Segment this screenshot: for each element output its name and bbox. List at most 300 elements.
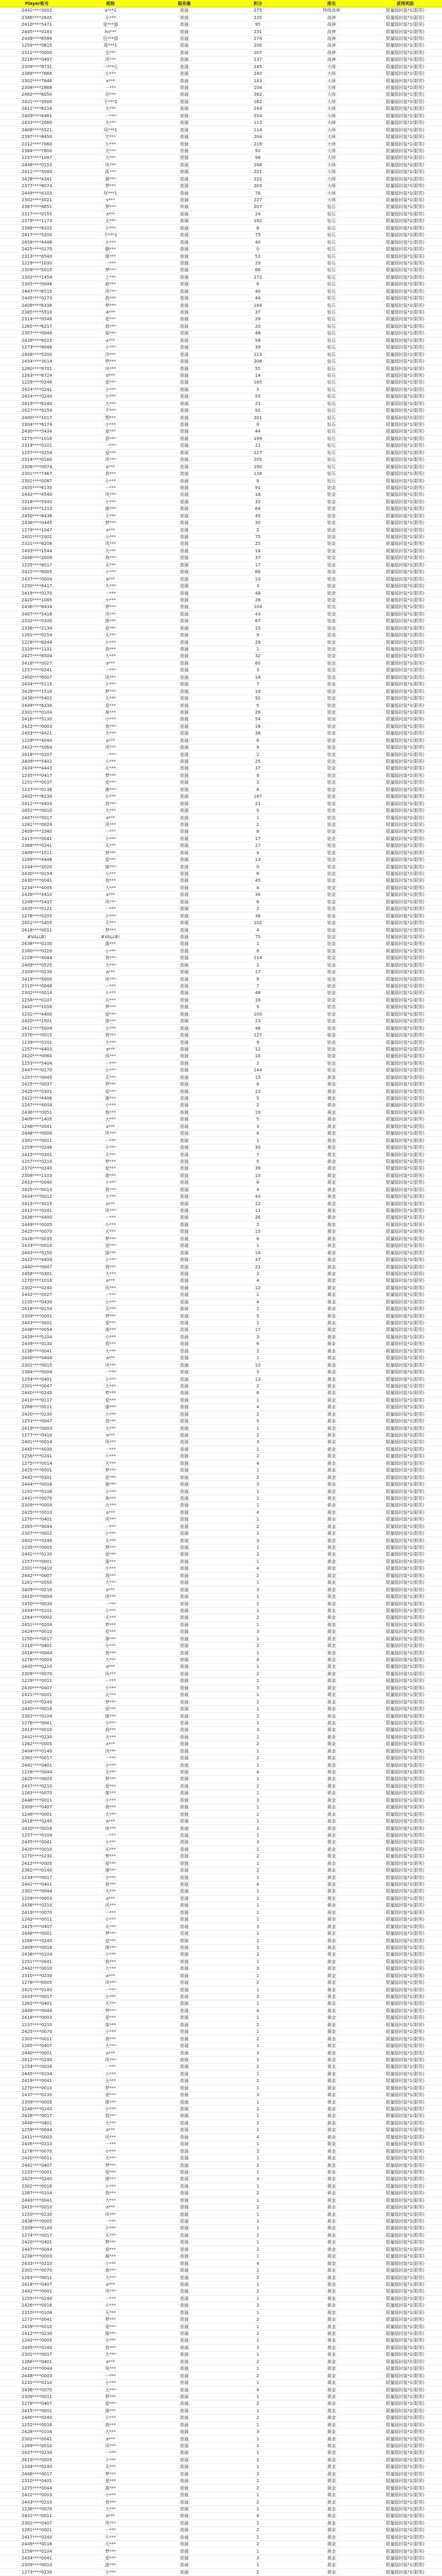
- cell-points: 8: [221, 947, 295, 954]
- cell-reward: 限量版时装*1(限男): [368, 1664, 442, 1670]
- cell-rank: 黄金: [295, 1207, 368, 1214]
- cell-reward: 限量版时装*1(限男): [368, 856, 442, 863]
- cell-nickname: 无***: [74, 147, 147, 154]
- cell-reward: 限量版时装*1(限男): [368, 274, 442, 280]
- cell-nickname: 我***: [74, 955, 147, 962]
- cell-points: 44: [221, 428, 295, 435]
- cell-nickname: 大***: [74, 2274, 147, 2281]
- cell-rank: 钻石: [295, 470, 368, 477]
- table-row: [0, 2309, 442, 2316]
- cell-rank: 钻石: [295, 400, 368, 407]
- cell-nickname: 我***: [74, 1186, 147, 1193]
- cell-server: 普通: [147, 1867, 221, 1873]
- table-row: [0, 2134, 442, 2140]
- cell-account: 2442****0010: [0, 1965, 74, 1972]
- cell-points: 3: [221, 2091, 295, 2098]
- cell-server: 普通: [147, 1699, 221, 1705]
- cell-account: 2301****0015: [0, 1362, 74, 1368]
- cell-rank: 钻石: [295, 386, 368, 393]
- table-row: [0, 912, 442, 919]
- cell-reward: 限量版时装*1(限男): [368, 709, 442, 715]
- cell-points: 23: [221, 1088, 295, 1095]
- cell-points: 2: [221, 2232, 295, 2239]
- cell-nickname: 小***: [74, 1762, 147, 1768]
- cell-points: 37: [221, 309, 295, 315]
- cell-points: 1: [221, 814, 295, 821]
- cell-nickname: 我***: [74, 877, 147, 884]
- cell-rank: 钻石: [295, 232, 368, 239]
- cell-account: 2434****5115: [0, 681, 74, 688]
- cell-points: 19: [221, 1109, 295, 1116]
- cell-reward: 限量版时装*1(限男): [368, 288, 442, 295]
- cell-server: 普通: [147, 1839, 221, 1846]
- cell-nickname: 爱***: [74, 2015, 147, 2021]
- table-row: [0, 807, 442, 814]
- cell-account: 2385****5510: [0, 309, 74, 315]
- cell-points: 3: [221, 1123, 295, 1130]
- cell-nickname: a***: [74, 2513, 147, 2520]
- cell-server: 普通: [147, 1944, 221, 1951]
- cell-reward: 限量版时装*1(限男): [368, 1397, 442, 1403]
- cell-reward: 限量版时装*1(限男): [368, 582, 442, 589]
- cell-points: 26: [221, 596, 295, 603]
- table-row: [0, 2190, 442, 2197]
- cell-rank: 黄金: [295, 2442, 368, 2449]
- cell-account: 2413****3015: [0, 1200, 74, 1207]
- cell-rank: 铂金: [295, 498, 368, 505]
- table-row: [0, 2119, 442, 2126]
- cell-rank: 黄金: [295, 2035, 368, 2042]
- cell-reward: 限量版时装*1(限男): [368, 2134, 442, 2140]
- table-row: [0, 1327, 442, 1333]
- cell-nickname: 风***: [74, 2442, 147, 2449]
- cell-reward: 限量版时装*1(限男): [368, 302, 442, 309]
- cell-reward: 限量版时装*1(限男): [368, 204, 442, 210]
- table-row: [0, 2379, 442, 2386]
- table-row: [0, 112, 442, 119]
- table-row: [0, 120, 442, 126]
- cell-rank: 铂金: [295, 968, 368, 975]
- cell-rank: 钻石: [295, 407, 368, 414]
- cell-points: 1: [221, 1319, 295, 1326]
- cell-rank: 黄金: [295, 2091, 368, 2098]
- cell-nickname: a***: [74, 2050, 147, 2056]
- cell-account: 2301****7467: [0, 470, 74, 477]
- cell-server: 普通: [147, 512, 221, 519]
- cell-nickname: 大***: [74, 2197, 147, 2204]
- cell-points: 2: [221, 1102, 295, 1109]
- table-row: [0, 1474, 442, 1481]
- cell-account: 2449****0130: [0, 1341, 74, 1348]
- cell-rank: 黄金: [295, 1270, 368, 1277]
- cell-nickname: 天***: [74, 1846, 147, 1853]
- cell-nickname: 梦***: [74, 519, 147, 526]
- cell-nickname: a***: [74, 1509, 147, 1516]
- cell-server: 普通: [147, 547, 221, 554]
- cell-reward: 限量版时装*1(限男): [368, 141, 442, 147]
- cell-nickname: d***: [74, 372, 147, 379]
- table-row: [0, 1965, 442, 1972]
- cell-account: 2441****0401: [0, 1762, 74, 1768]
- cell-server: 普通: [147, 590, 221, 596]
- cell-server: 普通: [147, 1811, 221, 1818]
- cell-reward: 限量版时装*1(限男): [368, 2464, 442, 2470]
- table-row: [0, 1930, 442, 1937]
- cell-account: 2411****6216: [0, 106, 74, 112]
- cell-account: 2301****0044: [0, 1888, 74, 1895]
- cell-points: 240: [221, 70, 295, 77]
- cell-reward: 限量版时装*1(限男): [368, 919, 442, 926]
- cell-reward: 限量版时装*1(限男): [368, 316, 442, 323]
- cell-rank: 黄金: [295, 2295, 368, 2302]
- table-row: [0, 2035, 442, 2042]
- table-row: [0, 1972, 442, 1979]
- table-row: [0, 1165, 442, 1172]
- cell-points: 2: [221, 2540, 295, 2547]
- cell-account: 2312****7060: [0, 141, 74, 147]
- cell-points: 3: [221, 1270, 295, 1277]
- cell-rank: 黄金: [295, 1727, 368, 1733]
- cell-nickname: 小***: [74, 2491, 147, 2498]
- cell-rank: 黄金: [295, 2070, 368, 2077]
- cell-account: 2403****1544: [0, 547, 74, 554]
- cell-account: 2428****0017: [0, 2113, 74, 2119]
- table-row: [0, 84, 442, 91]
- cell-rank: 黄金: [295, 1305, 368, 1312]
- cell-rank: 黄金: [295, 1088, 368, 1095]
- cell-account: 1229****0246: [0, 379, 74, 386]
- cell-account: 2446****0017: [0, 2470, 74, 2477]
- cell-reward: 限量版时装*1(限男): [368, 1783, 442, 1789]
- cell-nickname: 梦***: [74, 1467, 147, 1474]
- cell-reward: 限量版时装*1(限男): [368, 772, 442, 779]
- cell-nickname: 小***: [74, 14, 147, 21]
- cell-points: 208: [221, 358, 295, 364]
- cell-rank: 黄金: [295, 2407, 368, 2414]
- cell-account: 2426****0016: [0, 2302, 74, 2309]
- cell-reward: 限量版时装*1(限男): [368, 1390, 442, 1397]
- cell-reward: 限量版时装*1(限男): [368, 253, 442, 260]
- cell-nickname: 大***: [74, 106, 147, 112]
- cell-nickname: 梦***: [74, 302, 147, 309]
- cell-nickname: 一***: [74, 84, 147, 91]
- cell-account: 1268****0011: [0, 1404, 74, 1411]
- cell-server: 普通: [147, 2148, 221, 2154]
- cell-points: 38: [221, 730, 295, 737]
- cell-rank: 大师: [295, 112, 368, 119]
- cell-reward: 限量版时装*1(限男): [368, 1979, 442, 1986]
- cell-account: 2436****8434: [0, 604, 74, 611]
- cell-rank: 黄金: [295, 1243, 368, 1249]
- cell-points: 5: [221, 1313, 295, 1319]
- cell-points: 17: [221, 1327, 295, 1333]
- cell-rank: 黄金: [295, 1116, 368, 1123]
- cell-server: 普通: [147, 2569, 221, 2575]
- cell-points: 1: [221, 1692, 295, 1699]
- cell-nickname: 天***: [74, 843, 147, 849]
- cell-reward: 限量版时装*1(限男): [368, 2029, 442, 2035]
- cell-rank: 黄金: [295, 1221, 368, 1228]
- cell-nickname: a***: [74, 526, 147, 533]
- cell-rank: 铂金: [295, 793, 368, 800]
- table-row: [0, 91, 442, 98]
- cell-nickname: 爱***: [74, 1088, 147, 1095]
- cell-account: 2409****4461: [0, 112, 74, 119]
- cell-nickname: 爱***: [74, 1551, 147, 1558]
- cell-nickname: a***: [74, 576, 147, 582]
- cell-points: 2: [221, 2274, 295, 2281]
- cell-reward: 限量版时装*1(限男): [368, 849, 442, 856]
- table-row: [0, 1811, 442, 1818]
- cell-nickname: 爱***: [74, 2323, 147, 2330]
- cell-account: 1278****0003: [0, 1656, 74, 1663]
- cell-server: 普通: [147, 2113, 221, 2119]
- cell-nickname: 风***: [74, 2056, 147, 2063]
- table-row: [0, 927, 442, 933]
- cell-server: 普通: [147, 2379, 221, 2386]
- cell-reward: 限量版时装*1(限男): [368, 2141, 442, 2148]
- cell-points: 29: [221, 639, 295, 646]
- cell-rank: 黄金: [295, 2050, 368, 2056]
- table-row: [0, 1186, 442, 1193]
- cell-points: 1: [221, 1664, 295, 1670]
- cell-rank: 黄金: [295, 1551, 368, 1558]
- cell-account: 1259****0246: [0, 1144, 74, 1151]
- cell-nickname: 我***: [74, 1958, 147, 1965]
- cell-points: 29: [221, 260, 295, 266]
- cell-rank: 黄金: [295, 2562, 368, 2569]
- cell-points: 30: [221, 1144, 295, 1151]
- table-row: [0, 1895, 442, 1902]
- cell-rank: 黄金: [295, 1670, 368, 1677]
- cell-server: 普通: [147, 309, 221, 315]
- cell-server: 普通: [147, 1818, 221, 1824]
- cell-points: 227: [221, 449, 295, 456]
- cell-reward: 限量版时装*1(限男): [368, 421, 442, 428]
- cell-reward: 限量版时装*1(限男): [368, 1453, 442, 1460]
- cell-points: 2: [221, 2035, 295, 2042]
- cell-account: 1229****1030: [0, 260, 74, 266]
- table-row: [0, 1060, 442, 1066]
- cell-server: 普通: [147, 267, 221, 274]
- table-row: [0, 526, 442, 533]
- cell-reward: 限量版时装*1(限男): [368, 1972, 442, 1979]
- cell-nickname: 落***: [74, 2021, 147, 2028]
- cell-account: 1239****0101: [0, 1039, 74, 1046]
- cell-account: 2419****0003: [0, 1425, 74, 1432]
- cell-account: 2302****0011: [0, 2035, 74, 2042]
- cell-reward: 限量版时装*1(限男): [368, 1249, 442, 1256]
- cell-points: 1: [221, 1425, 295, 1432]
- cell-rank: 黄金: [295, 1783, 368, 1789]
- cell-server: 普通: [147, 1278, 221, 1284]
- cell-nickname: 小***: [74, 912, 147, 919]
- cell-reward: 限量版时装*1(限男): [368, 674, 442, 681]
- cell-nickname: 梦***: [74, 2084, 147, 2091]
- cell-reward: 限量版时装*1(限男): [368, 1860, 442, 1867]
- cell-nickname: 风***: [74, 1053, 147, 1060]
- table-row: [0, 1432, 442, 1438]
- cell-server: 普通: [147, 1411, 221, 1417]
- cell-server: 普通: [147, 84, 221, 91]
- cell-server: 普通: [147, 1032, 221, 1038]
- cell-rank: 黄金: [295, 1397, 368, 1403]
- cell-rank: 黄金: [295, 1832, 368, 1838]
- cell-reward: 限量版时装*1(限男): [368, 1614, 442, 1621]
- table-row: [0, 877, 442, 884]
- cell-rank: 黄金: [295, 1502, 368, 1509]
- cell-rank: 铂金: [295, 898, 368, 905]
- cell-nickname: a***: [74, 1664, 147, 1670]
- cell-nickname: 落***: [74, 1867, 147, 1873]
- table-row: [0, 1200, 442, 1207]
- cell-reward: 限量版时装*1(限男): [368, 1263, 442, 1270]
- cell-nickname: 天***: [74, 2078, 147, 2084]
- cell-server: 普通: [147, 1130, 221, 1137]
- cell-account: 2407****5017: [0, 814, 74, 821]
- cell-rank: 铂金: [295, 919, 368, 926]
- cell-account: 2449****0016: [0, 2540, 74, 2547]
- cell-points: 1: [221, 2450, 295, 2456]
- table-row: [0, 1565, 442, 1572]
- cell-account: 2443****3001: [0, 1319, 74, 1326]
- cell-account: 2443****0041: [0, 2197, 74, 2204]
- cell-account: 2425****0407: [0, 1923, 74, 1930]
- cell-reward: 限量版时装*1(限男): [368, 1811, 442, 1818]
- cell-rank: 战神: [295, 49, 368, 56]
- cell-reward: 限量版时装*1(限男): [368, 646, 442, 652]
- cell-account: 2401****2001: [0, 533, 74, 540]
- cell-rank: 黄金: [295, 1797, 368, 1803]
- cell-server: 普通: [147, 1404, 221, 1411]
- cell-rank: 钻石: [295, 274, 368, 280]
- cell-nickname: 小***: [74, 1221, 147, 1228]
- table-row: [0, 1748, 442, 1754]
- cell-server: 普通: [147, 1284, 221, 1291]
- cell-nickname: 大***: [74, 2428, 147, 2435]
- cell-account: 2313****6540: [0, 253, 74, 260]
- cell-points: 1: [221, 2197, 295, 2204]
- cell-reward: 限量版时装*1(限男): [368, 2442, 442, 2449]
- cell-points: 4: [221, 1509, 295, 1516]
- cell-server: 普通: [147, 2288, 221, 2295]
- cell-server: 普通: [147, 604, 221, 611]
- cell-reward: 限量版时装*1(限男): [368, 1137, 442, 1144]
- cell-points: 30: [221, 519, 295, 526]
- cell-points: 187: [221, 793, 295, 800]
- cell-rank: 钻石: [295, 379, 368, 386]
- cell-reward: 限量版时装*1(限男): [368, 1095, 442, 1101]
- cell-server: 普通: [147, 358, 221, 364]
- cell-rank: 黄金: [295, 1965, 368, 1972]
- cell-rank: 黄金: [295, 1341, 368, 1348]
- table-row: [0, 1537, 442, 1544]
- cell-account: 2437****0004: [0, 576, 74, 582]
- cell-nickname: 周***1: [74, 42, 147, 49]
- cell-reward: 限量版时装*1(限男): [368, 84, 442, 91]
- cell-nickname: 小***: [74, 2415, 147, 2421]
- cell-server: 普通: [147, 2204, 221, 2210]
- cell-points: 7: [221, 681, 295, 688]
- cell-rank: 黄金: [295, 2527, 368, 2534]
- cell-rank: 黄金: [295, 2029, 368, 2035]
- cell-points: 1: [221, 1530, 295, 1537]
- cell-points: 0: [221, 245, 295, 252]
- cell-rank: 黄金: [295, 1382, 368, 1389]
- cell-server: 普通: [147, 2029, 221, 2035]
- cell-account: 2318****5540: [0, 498, 74, 505]
- cell-account: 1272****0041: [0, 2316, 74, 2323]
- cell-points: 1: [221, 1762, 295, 1768]
- cell-reward: 限量版时装*1(限男): [368, 2456, 442, 2463]
- cell-rank: 铂金: [295, 576, 368, 582]
- cell-points: 2: [221, 1825, 295, 1832]
- cell-nickname: a***: [74, 1741, 147, 1748]
- cell-rank: 铂金: [295, 1053, 368, 1060]
- cell-nickname: 风***: [74, 541, 147, 547]
- cell-account: 1263****0011: [0, 2274, 74, 2281]
- cell-nickname: 落***: [74, 2253, 147, 2260]
- cell-points: 235: [221, 14, 295, 21]
- table-row: [0, 758, 442, 765]
- cell-rank: 黄金: [295, 1930, 368, 1937]
- table-row: [0, 793, 442, 800]
- table-row: [0, 976, 442, 982]
- cell-points: 40: [221, 288, 295, 295]
- cell-server: 普通: [147, 1516, 221, 1523]
- cell-nickname: 香***: [74, 435, 147, 442]
- cell-reward: 限量版时装*1(限男): [368, 533, 442, 540]
- cell-reward: 限量版时装*1(限男): [368, 941, 442, 947]
- cell-account: 1263****0070: [0, 1790, 74, 1797]
- cell-rank: 黄金: [295, 2015, 368, 2021]
- cell-reward: 限量版时装*1(限男): [368, 1762, 442, 1768]
- cell-points: 165: [221, 379, 295, 386]
- table-row: [0, 386, 442, 393]
- cell-reward: 限量版时装*1(限男): [368, 1439, 442, 1446]
- cell-reward: 限量版时装*1(限男): [368, 519, 442, 526]
- cell-rank: 黄金: [295, 2099, 368, 2105]
- cell-rank: 铂金: [295, 582, 368, 589]
- cell-points: 3: [221, 1965, 295, 1972]
- cell-points: 10: [221, 688, 295, 695]
- cell-account: 2442****0301: [0, 1474, 74, 1481]
- cell-account: 2439****5104: [0, 1333, 74, 1340]
- cell-rank: 黄金: [295, 1768, 368, 1775]
- table-row: [0, 1305, 442, 1312]
- cell-account: 2422****4406: [0, 1095, 74, 1101]
- header-reward: 获得奖励: [368, 0, 442, 7]
- cell-points: 2: [221, 1614, 295, 1621]
- cell-reward: 限量版时装*1(限男): [368, 660, 442, 666]
- cell-nickname: 落***: [74, 1790, 147, 1797]
- cell-server: 普通: [147, 295, 221, 301]
- cell-reward: 限量版时装*1(限男): [368, 2119, 442, 2126]
- table-row: [0, 2562, 442, 2569]
- cell-server: 普通: [147, 175, 221, 182]
- cell-reward: 限量版时装*1(限男): [368, 2351, 442, 2358]
- cell-reward: 限量版时装*1(限男): [368, 1298, 442, 1305]
- cell-reward: 限量版时装*1(限男): [368, 1804, 442, 1811]
- cell-server: 普通: [147, 2450, 221, 2456]
- cell-rank: 铂金: [295, 1060, 368, 1066]
- table-row: [0, 1221, 442, 1228]
- cell-server: 普通: [147, 2464, 221, 2470]
- cell-points: 3: [221, 1586, 295, 1593]
- cell-reward: 限量版时装*1(限男): [368, 2105, 442, 2112]
- cell-reward: 限量版时装*1(限男): [368, 337, 442, 344]
- cell-nickname: 小***: [74, 1376, 147, 1382]
